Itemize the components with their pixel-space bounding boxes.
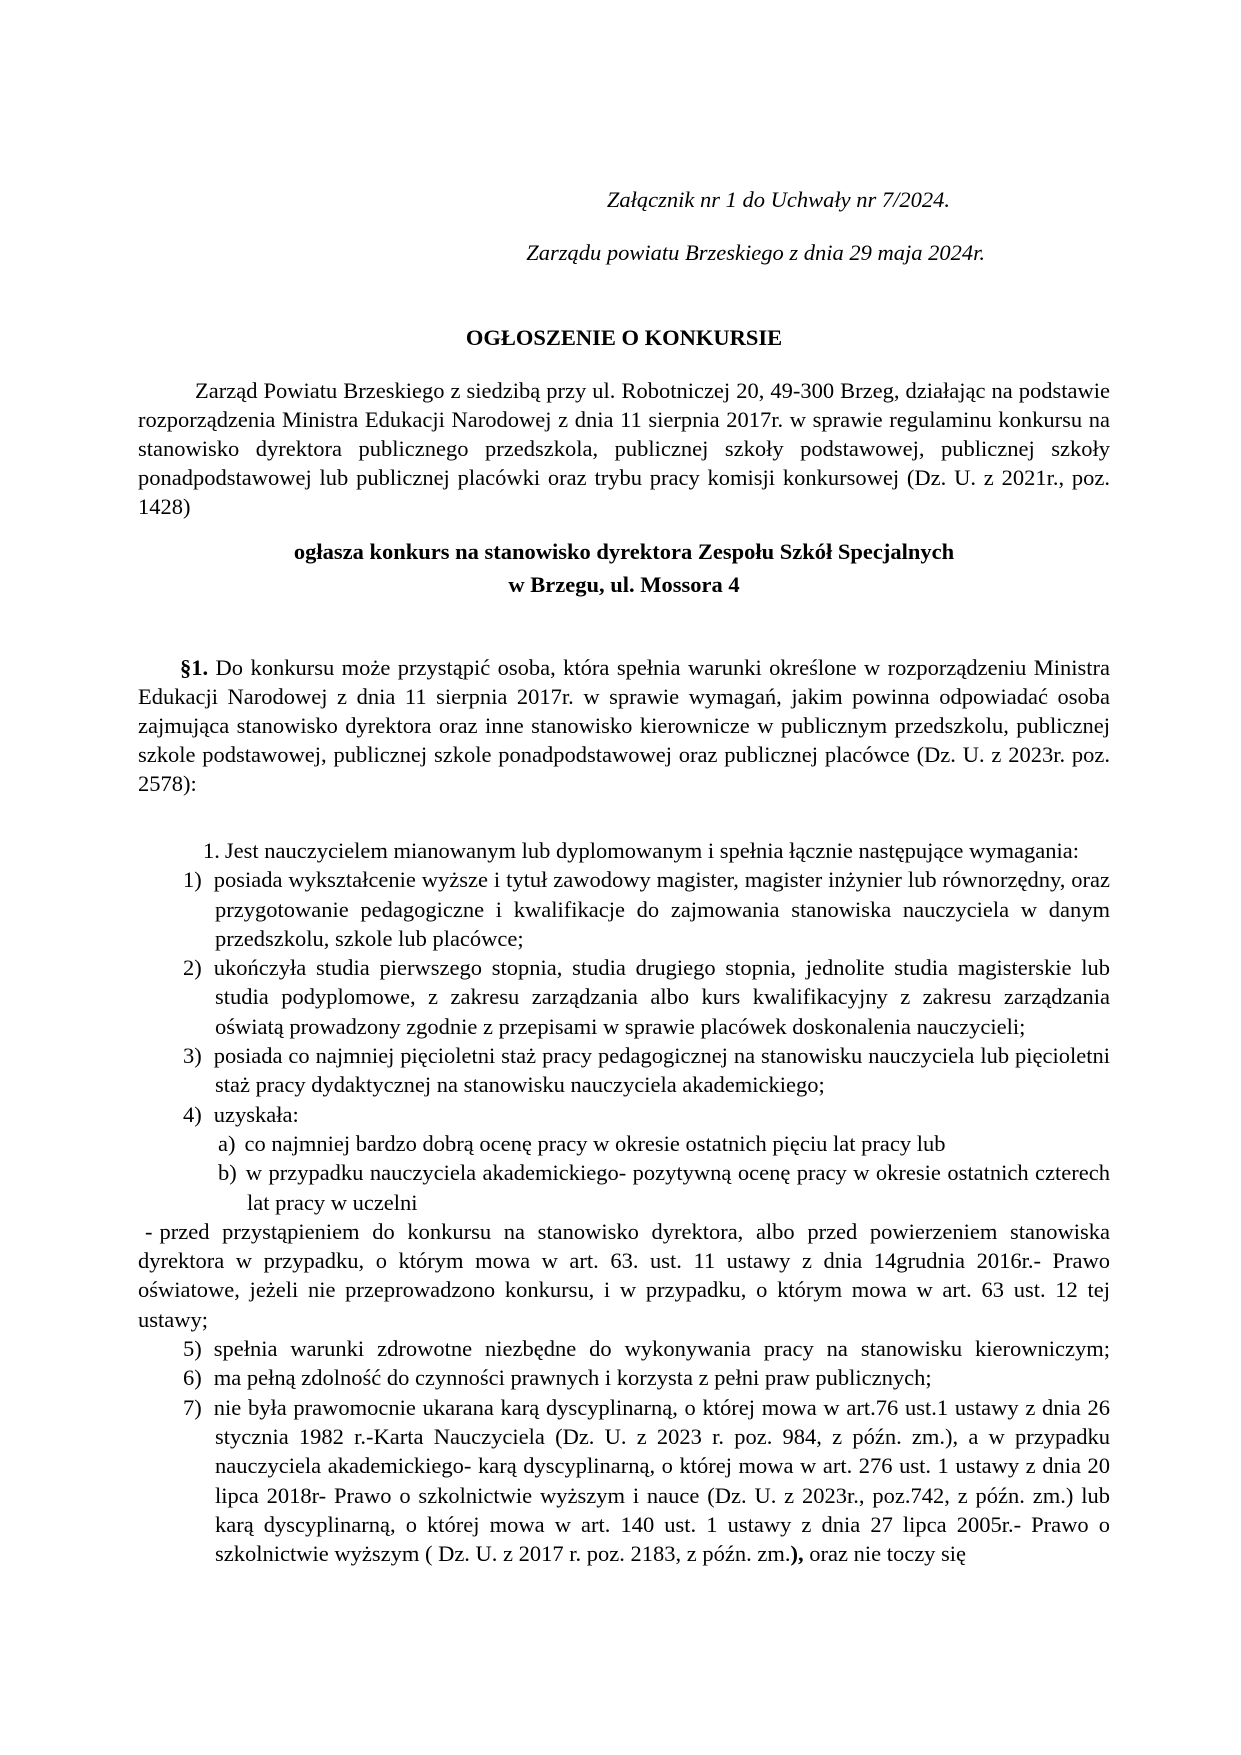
- section-1-symbol: §1.: [180, 655, 209, 680]
- list-item-b: [138, 1158, 1110, 1217]
- list-item-4paren: [138, 1100, 1110, 1129]
- list-item-2paren: [138, 953, 1110, 1041]
- list-item-1paren: [138, 865, 1110, 953]
- list-marker: a): [218, 1130, 236, 1156]
- list-item-text: ukończyła studia pierwszego stopnia, studia drugiego stopnia, jednolite studia magisterskie lub studia podyplomowe, z zakresu zarządzania albo kurs kwalifikacyjny z zakresu zarządzania oświatą prowadzony zgodnie z przepisami w sprawie placówek doskonalenia nauczycieli;: [213, 955, 1110, 1039]
- list-marker: b): [218, 1160, 237, 1186]
- document-title: OGŁOSZENIE O KONKURSIE: [465, 325, 783, 350]
- list-marker: 7): [183, 1394, 202, 1420]
- list-item-text: nie była prawomocnie ukarana karą dyscyplinarną, o której mowa w art.76 ust.1 ustawy z dnia 26 stycznia 1982 r.-Karta Nauczyciela (Dz. U. z 2023 r. poz. 984, z późn. zm.), a w przypadku nauczyciela akademickiego- karą dyscyplinarną, o której mowa w art. 276 ust. 1 ustawy z dnia 20 lipca 2018r- Prawo o szkolnictwie wyższym i nauce (Dz. U. z 2023r., poz.742, z późn. zm.) lub karą dyscyplinarną, o której mowa w art. 140 ust. 1 ustawy z dnia 27 lipca 2005r.- Prawo o szkolnictwie wyższym ( Dz. U. z 2017 r. poz. 2183, z późn. zm.: [213, 1394, 1110, 1567]
- list-item-5paren: [138, 1334, 1110, 1363]
- list-marker: 1): [183, 867, 202, 893]
- list-marker: 6): [183, 1365, 202, 1391]
- list-item-text: w przypadku nauczyciela akademickiego- pozytywną ocenę pracy w okresie ostatnich czterech lat pracy w uczelni: [245, 1160, 1110, 1215]
- list-item-a: [138, 1129, 1110, 1158]
- list-item-bold-fragment: ),: [790, 1541, 804, 1567]
- list-item-6paren: [138, 1363, 1110, 1392]
- list-item-text: posiada wykształcenie wyższe i tytuł zawodowy magister, magister inżynier lub równorzędny, oraz przygotowanie pedagogiczne i kwalifikacje do zajmowania stanowiska nauczyciela w danym przedszkolu, szkole lub placówce;: [213, 867, 1110, 951]
- section-1-paragraph: [138, 653, 1110, 798]
- list-marker: 1.: [203, 838, 220, 863]
- list-marker: 2): [183, 955, 202, 981]
- list-item-text-end: oraz nie toczy się: [803, 1541, 967, 1567]
- list-item-text: ma pełną zdolność do czynności prawnych i korzysta z pełni praw publicznych;: [213, 1365, 932, 1391]
- list-marker: 4): [183, 1101, 202, 1127]
- list-item-text: przed przystąpieniem do konkursu na stanowisko dyrektora, albo przed powierzeniem stanowiska dyrektora w przypadku, o którym mowa w art. 63. ust. 11 ustawy z dnia 14grudnia 2016r.- Prawo oświatowe, jeżeli nie przeprowadzono konkursu, i w przypadku, o którym mowa w art. 63 ust. 12 tej ustawy;: [138, 1218, 1110, 1332]
- intro-paragraph: Zarząd Powiatu Brzeskiego z siedzibą przy ul. Robotniczej 20, 49-300 Brzeg, działając na podstawie rozporządzenia Ministra Edukacji Narodowej z dnia 11 sierpnia 2017r. w sprawie regulaminu konkursu na stanowisko dyrektora publicznego przedszkola, publicznej szkoły podstawowej, publicznej szkoły ponadpodstawowej lub publicznej placówki oraz trybu pracy komisji konkursowej (Dz. U. z 2021r., poz. 1428): [138, 378, 1110, 519]
- requirements-list: [138, 836, 1110, 1568]
- list-item-3paren: [138, 1041, 1110, 1100]
- list-item-7paren: [138, 1393, 1110, 1569]
- list-item-1dot: [138, 836, 1110, 865]
- dash-marker: -: [145, 1218, 153, 1244]
- announcement-block: [138, 535, 1110, 601]
- list-item-text: uzyskała:: [213, 1101, 299, 1127]
- list-item-dash: [138, 1217, 1110, 1334]
- list-item-text: spełnia warunki zdrowotne niezbędne do wykonywania pracy na stanowisku kierowniczym;: [213, 1336, 1110, 1362]
- attachment-note-line2: Zarządu powiatu Brzeskiego z dnia 29 maja 2024r.: [526, 240, 985, 265]
- document-content: [0, 185, 1241, 1568]
- list-item-text: co najmniej bardzo dobrą ocenę pracy w okresie ostatnich pięciu lat pracy lub: [244, 1130, 946, 1156]
- attachment-note-line1: Załącznik nr 1 do Uchwały nr 7/2024.: [606, 187, 950, 212]
- list-marker: 3): [183, 1043, 202, 1069]
- list-item-text: Jest nauczycielem mianowanym lub dyplomowanym i spełnia łącznie następujące wymagania:: [224, 838, 1079, 863]
- announcement-line1: ogłasza konkurs na stanowisko dyrektora Zespołu Szkół Specjalnych: [293, 539, 955, 564]
- list-marker: 5): [183, 1336, 202, 1362]
- section-1-text: Do konkursu może przystąpić osoba, która spełnia warunki określone w rozporządzeniu Ministra Edukacji Narodowej z dnia 11 sierpnia 2017r. w sprawie wymagań, jakim powinna odpowiadać osoba zajmująca stanowisko dyrektora oraz inne stanowisko kierownicze w publicznym przedszkolu, publicznej szkole podstawowej, publicznej szkole ponadpodstawowej oraz publicznej placówce (Dz. U. z 2023r. poz. 2578):: [138, 655, 1110, 796]
- announcement-line2: w Brzegu, ul. Mossora 4: [508, 572, 740, 597]
- list-item-text: posiada co najmniej pięcioletni staż pracy pedagogicznej na stanowisku nauczyciela lub pięcioletni staż pracy dydaktycznej na stanowisku nauczyciela akademickiego;: [213, 1043, 1110, 1098]
